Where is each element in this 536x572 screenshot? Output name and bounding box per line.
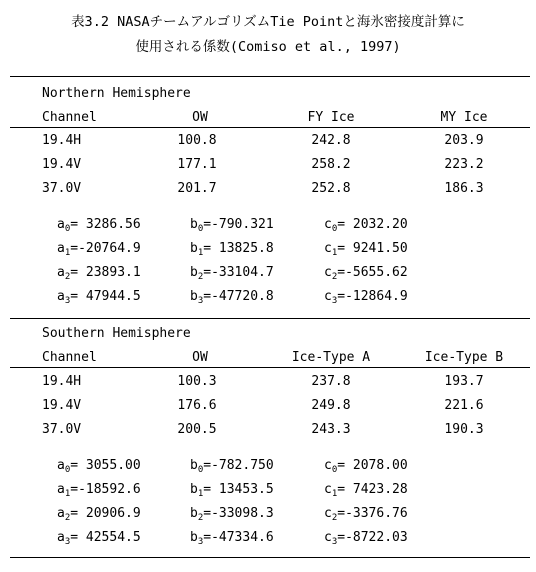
coefficient-c2: $c_2=-3376.76$: [324, 506, 408, 523]
header-rule-southern: [10, 367, 530, 368]
coefficient-a1: $a_1=-18592.6$: [57, 482, 141, 499]
cell-my-ice: 186.3: [444, 181, 484, 196]
cell-ow: 176.6: [177, 398, 217, 413]
coefficient-c3: $c_3=-12864.9$: [324, 289, 408, 306]
section-divider-rule: [10, 318, 530, 319]
coefficient-a3: $a_3= 42554.5$: [57, 530, 141, 547]
coefficient-b0: $b_0=-782.750$: [190, 458, 274, 475]
table-caption-line-2: 使用される係数(Comiso et al., 1997): [135, 39, 401, 55]
coefficient-b1: $b_1= 13825.8$: [190, 241, 274, 258]
header-ow: OW: [192, 110, 208, 125]
header-ice-type-b: Ice-Type B: [424, 350, 504, 365]
section-title-northern: Northern Hemisphere: [42, 86, 191, 101]
cell-ice-type-a: 237.8: [311, 374, 351, 389]
coefficient-c3: $c_3=-8722.03$: [324, 530, 408, 547]
cell-ow: 200.5: [177, 422, 217, 437]
coefficient-b3: $b_3=-47334.6$: [190, 530, 274, 547]
header-channel: Channel: [42, 110, 97, 125]
coefficient-a0: $a_0= 3286.56$: [57, 217, 141, 234]
header-channel: Channel: [42, 350, 97, 365]
header-ow: OW: [192, 350, 208, 365]
header-rule-northern: [10, 127, 530, 128]
cell-fy-ice: 258.2: [311, 157, 351, 172]
cell-channel: 19.4H: [42, 133, 82, 148]
cell-my-ice: 223.2: [444, 157, 484, 172]
coefficient-c0: $c_0= 2078.00$: [324, 458, 408, 475]
cell-channel: 37.0V: [42, 422, 82, 437]
cell-ice-type-a: 249.8: [311, 398, 351, 413]
coefficient-a0: $a_0= 3055.00$: [57, 458, 141, 475]
cell-ow: 201.7: [177, 181, 217, 196]
cell-ow: 100.3: [177, 374, 217, 389]
coefficient-c0: $c_0= 2032.20$: [324, 217, 408, 234]
cell-fy-ice: 252.8: [311, 181, 351, 196]
table-caption-line-1: 表3.2 NASAチームアルゴリズムTie Pointと海氷密接度計算に: [71, 14, 465, 30]
coefficient-c1: $c_1= 9241.50$: [324, 241, 408, 258]
section-title-southern: Southern Hemisphere: [42, 326, 191, 341]
header-fy-ice: FY Ice: [307, 110, 355, 125]
cell-ice-type-b: 193.7: [444, 374, 484, 389]
cell-channel: 19.4H: [42, 374, 82, 389]
coefficient-b1: $b_1= 13453.5$: [190, 482, 274, 499]
cell-fy-ice: 242.8: [311, 133, 351, 148]
cell-ow: 177.1: [177, 157, 217, 172]
coefficient-b0: $b_0=-790.321$: [190, 217, 274, 234]
coefficient-c1: $c_1= 7423.28$: [324, 482, 408, 499]
coefficient-a2: $a_2= 20906.9$: [57, 506, 141, 523]
coefficient-a3: $a_3= 47944.5$: [57, 289, 141, 306]
coefficient-b2: $b_2=-33104.7$: [190, 265, 274, 282]
coefficient-a2: $a_2= 23893.1$: [57, 265, 141, 282]
header-my-ice: MY Ice: [440, 110, 488, 125]
coefficient-b3: $b_3=-47720.8$: [190, 289, 274, 306]
cell-channel: 19.4V: [42, 398, 82, 413]
cell-channel: 37.0V: [42, 181, 82, 196]
coefficient-a1: $a_1=-20764.9$: [57, 241, 141, 258]
cell-ice-type-a: 243.3: [311, 422, 351, 437]
coefficient-b2: $b_2=-33098.3$: [190, 506, 274, 523]
top-rule: [10, 76, 530, 77]
cell-ice-type-b: 221.6: [444, 398, 484, 413]
coefficient-c2: $c_2=-5655.62$: [324, 265, 408, 282]
cell-channel: 19.4V: [42, 157, 82, 172]
cell-ow: 100.8: [177, 133, 217, 148]
header-ice-type-a: Ice-Type A: [291, 350, 371, 365]
cell-ice-type-b: 190.3: [444, 422, 484, 437]
cell-my-ice: 203.9: [444, 133, 484, 148]
bottom-rule: [10, 557, 530, 558]
